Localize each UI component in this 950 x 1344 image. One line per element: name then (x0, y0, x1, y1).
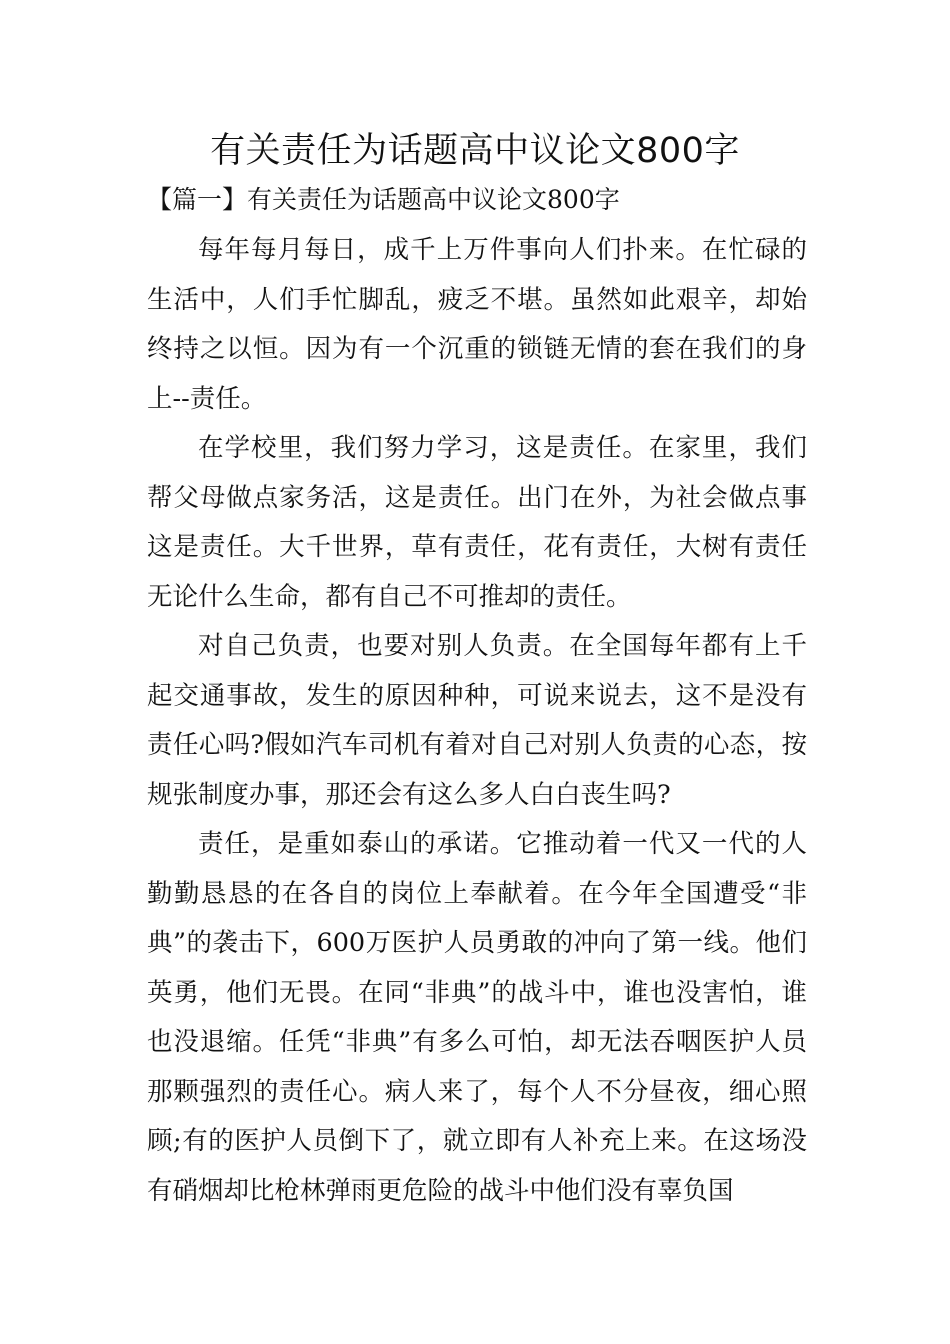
paragraph: 责任，是重如泰山的承诺。它推动着一代又一代的人勤勤恳恳的在各自的岗位上奉献着。在今年全国遭受“非典”的袭击下，600万医护人员勇敢的冲向了第一线。他们英勇，他们无畏。在同“非典”的战斗中，谁也没害怕，谁也没退缩。任凭“非典”有多么可怕，却无法吞咽医护人员那颗强烈的责任心。病人来了，每个人不分昼夜，细心照顾;有的医护人员倒下了，就立即有人补充上来。在这场没有硝烟却比枪林弹雨更危险的战斗中他们没有辜负国 (147, 829, 807, 1206)
paragraph: 在学校里，我们努力学习，这是责任。在家里，我们帮父母做点家务活，这是责任。出门在外，为社会做点事这是责任。大千世界，草有责任，花有责任，大树有责任无论什么生命，都有自己不可推却的责任。 (147, 433, 807, 612)
document-title: 有关责任为话题高中议论文800字 (210, 131, 740, 171)
paragraph: 每年每月每日，成千上万件事向人们扑来。在忙碌的生活中，人们手忙脚乱，疲乏不堪。虽然如此艰辛，却始终持之以恒。因为有一个沉重的锁链无情的套在我们的身上--责任。 (147, 235, 807, 414)
essay-body (147, 226, 807, 1216)
section-heading: 【篇一】有关责任为话题高中议论文800字 (147, 185, 620, 214)
paragraph: 对自己负责，也要对别人负责。在全国每年都有上千起交通事故，发生的原因种种，可说来说去，这不是没有责任心吗?假如汽车司机有着对自己对别人负责的心态，按规张制度办事，那还会有这么多人白白丧生吗? (147, 631, 807, 810)
